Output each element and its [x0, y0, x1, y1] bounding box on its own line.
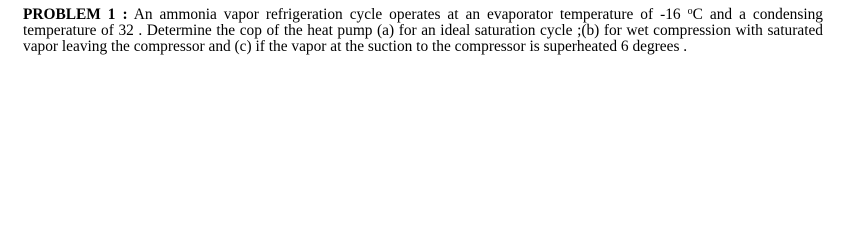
problem-heading: PROBLEM 1 :	[23, 6, 128, 23]
problem-text-part-1: An ammonia vapor refrigeration cycle operates at an evaporator temperature of -16	[127, 6, 688, 23]
problem-statement	[23, 7, 823, 56]
degree-superscript: o	[687, 6, 693, 17]
problem-text-part-2: C and a condensing temperature of 32 . Determine the cop of the heat pump (a) for an ideal saturation cycle ;(b) for wet compression with saturated vapor leaving the compressor and (c) if the vapor at the suction to the compressor is superheated 6 degrees .	[23, 6, 824, 56]
